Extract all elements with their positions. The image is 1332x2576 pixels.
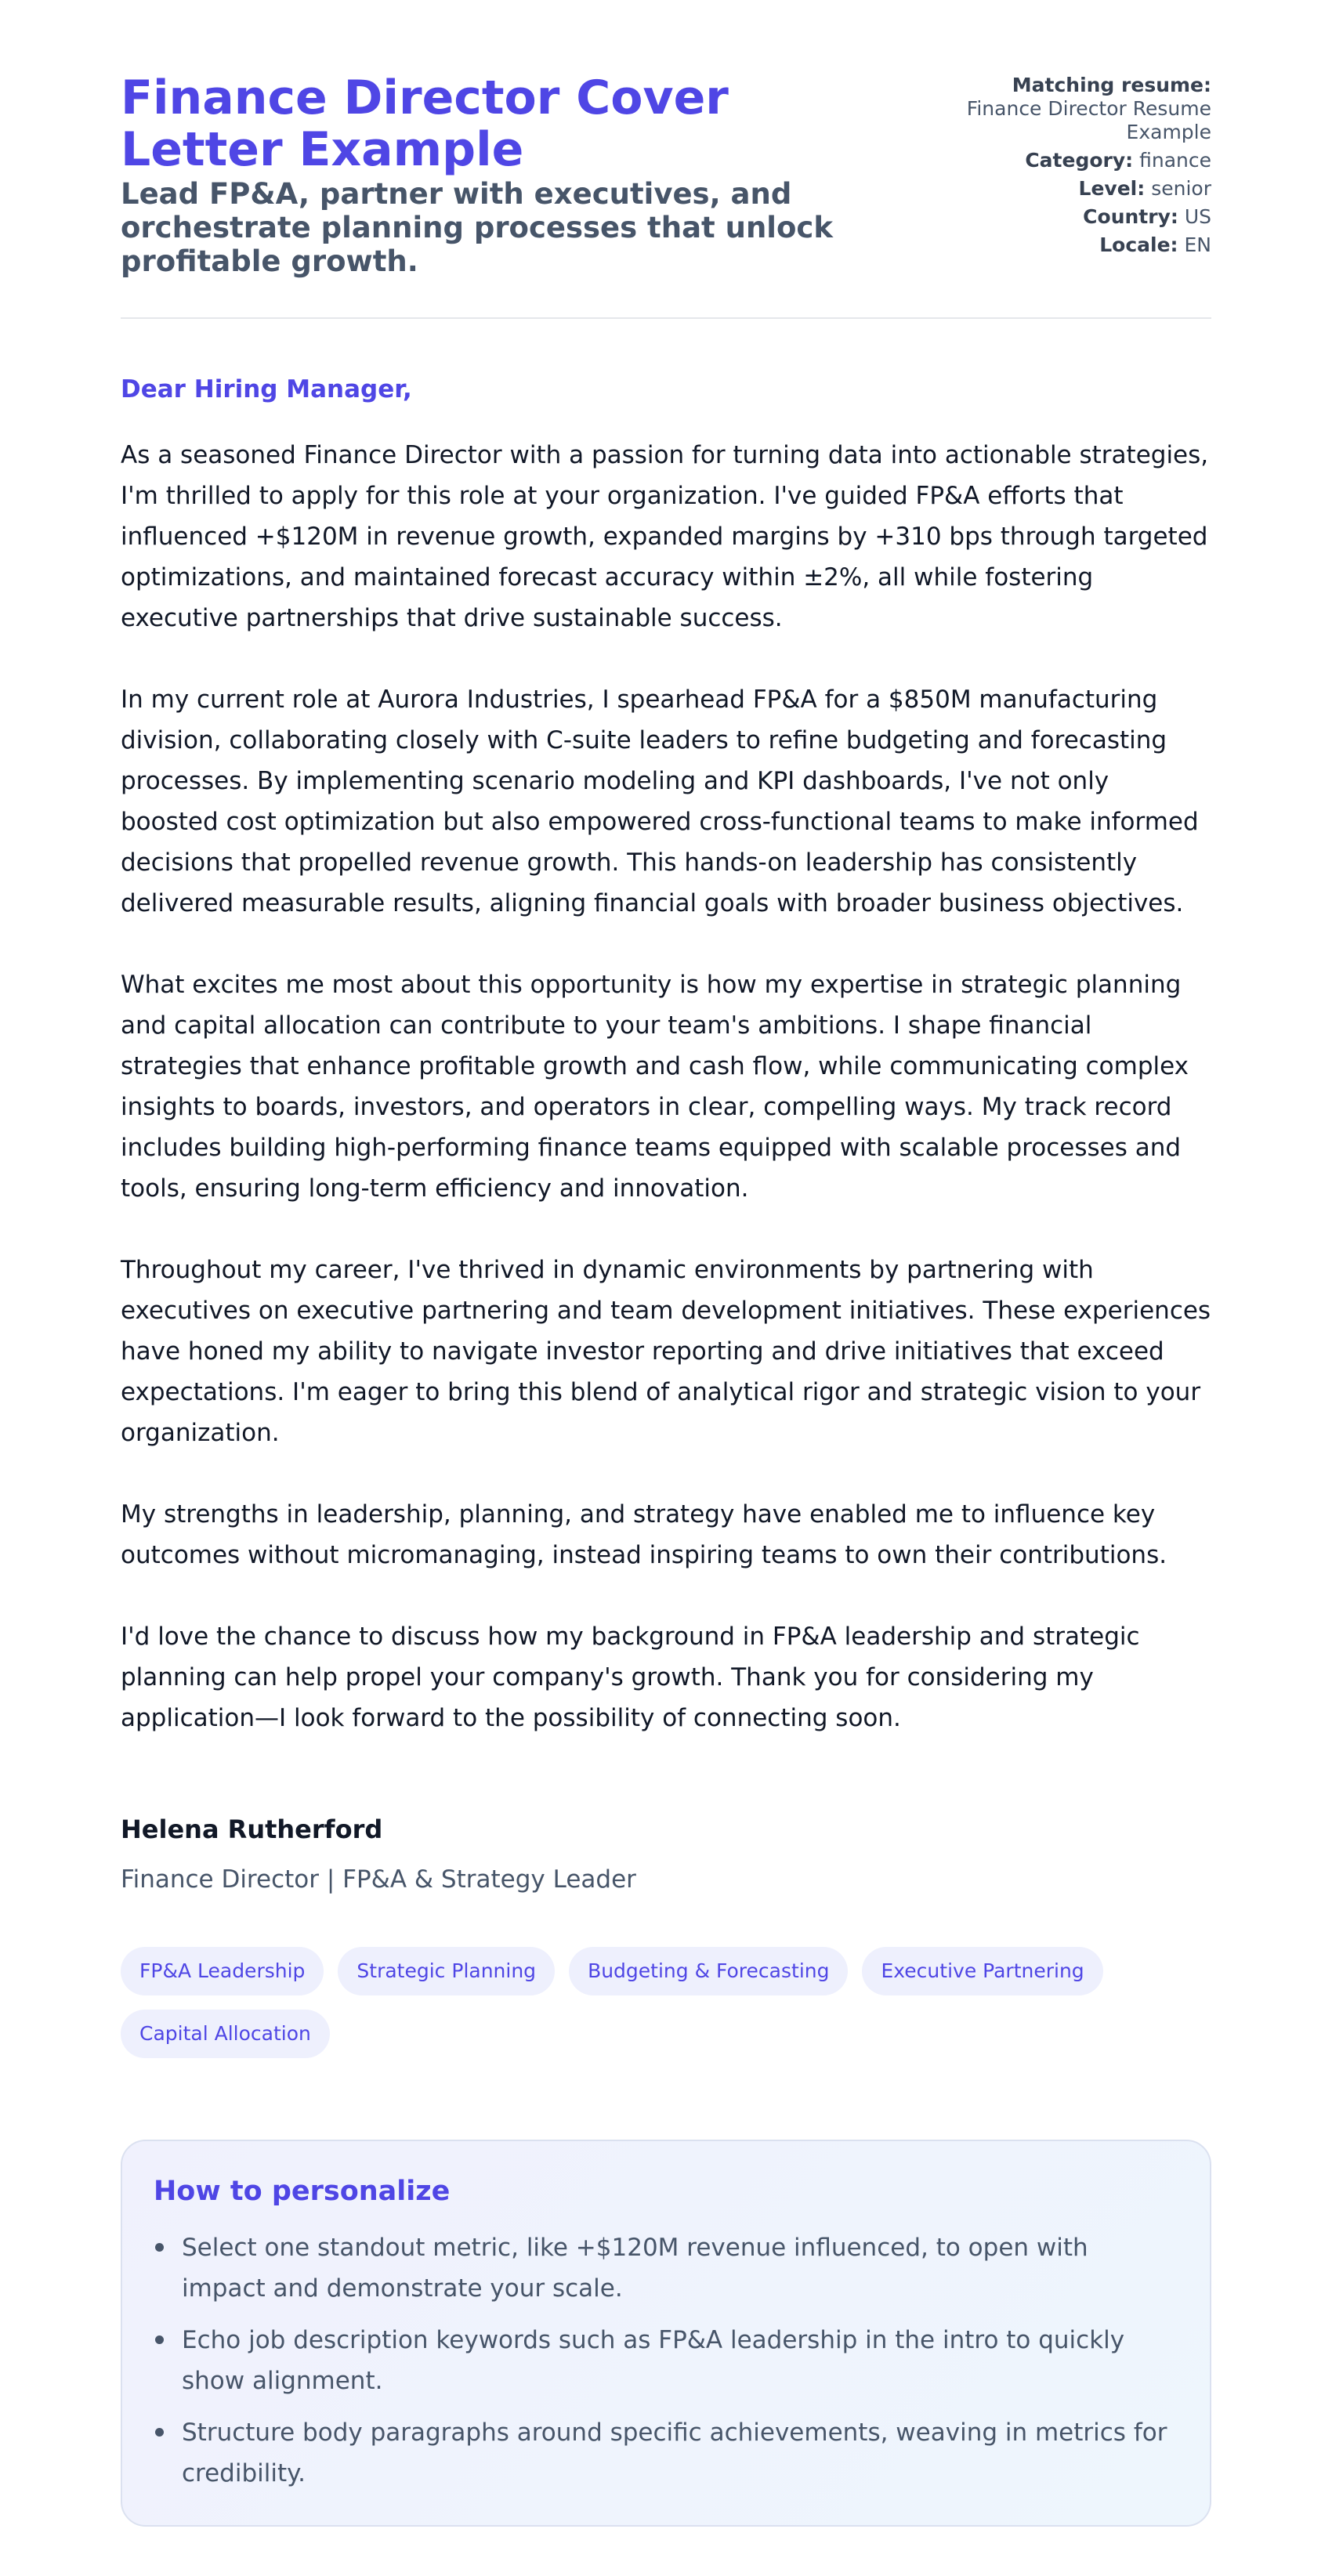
tip-item bbox=[154, 2227, 1178, 2309]
tip-text: Echo job description keywords such as FP&A leadership in the intro to quickly show alignment. bbox=[182, 2326, 1125, 2395]
tip-item bbox=[154, 2320, 1178, 2401]
skill-tag: Capital Allocation bbox=[121, 2010, 330, 2058]
meta-resume-link[interactable]: Finance Director Resume Example bbox=[966, 97, 1211, 143]
signature-block bbox=[121, 1814, 1211, 1895]
skill-tag: FP&A Leadership bbox=[121, 1947, 324, 1995]
tip-text: Select one standout metric, like +$120M revenue influenced, to open with impact and demonstrate your scale. bbox=[182, 2234, 1088, 2303]
letter-paragraph: My strengths in leadership, planning, and strategy have enabled me to influence key outcomes without micromanaging, instead inspiring teams to own their contributions. bbox=[121, 1500, 1167, 1569]
meta-country-value: US bbox=[1184, 205, 1211, 228]
header-titles bbox=[121, 72, 904, 278]
meta-matching-resume bbox=[929, 74, 1211, 144]
tips-list bbox=[154, 2227, 1178, 2494]
bullet-icon bbox=[155, 2243, 164, 2252]
tip-item bbox=[154, 2412, 1178, 2494]
meta-category bbox=[929, 149, 1211, 172]
meta-panel bbox=[929, 72, 1211, 262]
signature-title: Finance Director | FP&A & Strategy Leader bbox=[121, 1865, 636, 1894]
meta-category-value: finance bbox=[1139, 149, 1211, 172]
meta-country-label: Country: bbox=[1083, 205, 1178, 228]
page-title: Finance Director Cover Letter Example bbox=[121, 71, 729, 177]
meta-country bbox=[929, 205, 1211, 229]
letter-greeting: Dear Hiring Manager, bbox=[121, 375, 412, 403]
letter-paragraphs bbox=[121, 435, 1211, 1738]
bullet-icon bbox=[155, 2335, 164, 2344]
skill-tags bbox=[121, 1947, 1218, 2058]
meta-resume-label: Matching resume: bbox=[1012, 74, 1211, 96]
meta-locale-value: EN bbox=[1184, 233, 1211, 256]
meta-level-label: Level: bbox=[1078, 177, 1146, 200]
meta-locale bbox=[929, 233, 1211, 257]
meta-locale-label: Locale: bbox=[1099, 233, 1178, 256]
letter-paragraph: I'd love the chance to discuss how my background in FP&A leadership and strategic planning can help propel your company's growth. Thank you for considering my application—I look forward to the possibility of connecting soon. bbox=[121, 1623, 1140, 1732]
skill-tag: Budgeting & Forecasting bbox=[569, 1947, 848, 1995]
letter-body bbox=[121, 374, 1211, 1738]
personalize-tips-card bbox=[121, 2140, 1211, 2527]
page-header bbox=[121, 72, 1211, 319]
signature-name: Helena Rutherford bbox=[121, 1814, 383, 1844]
letter-paragraph: In my current role at Aurora Industries, I spearhead FP&A for a $850M manufacturing division, collaborating closely with C-suite leaders to refine budgeting and forecasting processes. By implementing scenario modeling and KPI dashboards, I've not only boosted cost optimization but also empowered cross-functional teams to make informed decisions that propelled revenue growth. This hands-on leadership has consistently delivered measurable results, aligning financial goals with broader business objectives. bbox=[121, 686, 1199, 917]
tip-text: Structure body paragraphs around specific achievements, weaving in metrics for credibility. bbox=[182, 2419, 1167, 2487]
page-subtitle: Lead FP&A, partner with executives, and orchestrate planning processes that unlock profitable growth. bbox=[121, 177, 833, 278]
letter-paragraph: As a seasoned Finance Director with a passion for turning data into actionable strategies, I'm thrilled to apply for this role at your organization. I've guided FP&A efforts that influenced +$120M in revenue growth, expanded margins by +310 bps through targeted optimizations, and maintained forecast accuracy within ±2%, all while fostering executive partnerships that drive sustainable success. bbox=[121, 441, 1209, 632]
letter-paragraph: What excites me most about this opportunity is how my expertise in strategic planning and capital allocation can contribute to your team's ambitions. I shape financial strategies that enhance profitable growth and cash flow, while communicating complex insights to boards, investors, and operators in clear, compelling ways. My track record includes building high-performing finance teams equipped with scalable processes and tools, ensuring long-term efficiency and innovation. bbox=[121, 971, 1189, 1203]
skill-tag: Executive Partnering bbox=[862, 1947, 1102, 1995]
meta-category-label: Category: bbox=[1025, 149, 1134, 172]
letter-paragraph: Throughout my career, I've thrived in dynamic environments by partnering with executives on executive partnering and team development initiatives. These experiences have honed my ability to navigate investor reporting and drive initiatives that exceed expectations. I'm eager to bring this blend of analytical rigor and strategic vision to your organization. bbox=[121, 1256, 1211, 1447]
skill-tag: Strategic Planning bbox=[338, 1947, 555, 1995]
tips-title: How to personalize bbox=[154, 2176, 451, 2207]
bullet-icon bbox=[155, 2428, 164, 2437]
meta-level-value: senior bbox=[1151, 177, 1211, 200]
meta-level bbox=[929, 177, 1211, 201]
